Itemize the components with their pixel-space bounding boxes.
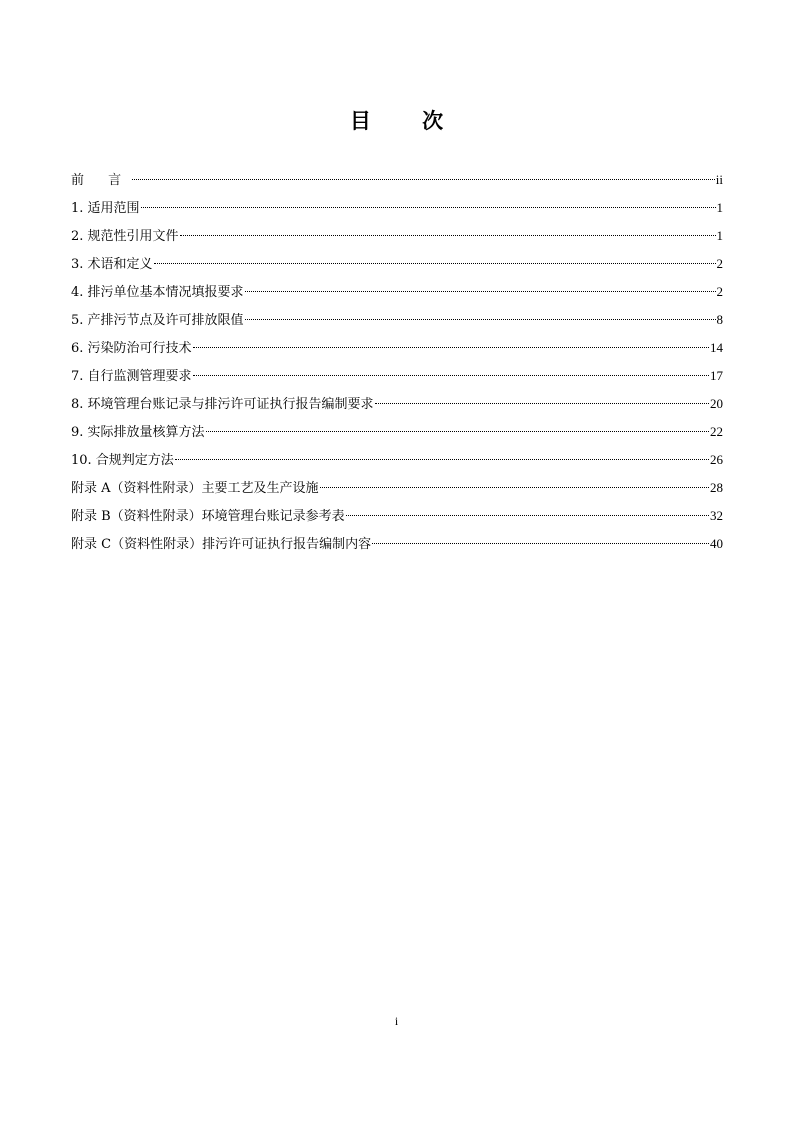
toc-entry-page: 8 <box>716 312 723 327</box>
toc-entry-label: 附录 C（资料性附录）排污许可证执行报告编制内容 <box>71 537 372 552</box>
toc-dot-leader <box>346 515 709 516</box>
toc-entry-appendix-a[interactable] <box>71 474 723 502</box>
toc-dot-leader <box>141 207 716 208</box>
toc-dot-leader <box>193 375 709 376</box>
toc-entry-terms-definitions[interactable] <box>71 250 723 278</box>
toc-entry-page: 26 <box>710 452 723 467</box>
toc-dot-leader <box>245 291 716 292</box>
toc-dot-leader <box>320 487 709 488</box>
toc-entry-self-monitoring[interactable] <box>71 362 723 390</box>
page-title: 目 次 <box>349 109 466 134</box>
toc-entry-label: 7. 自行监测管理要求 <box>71 369 192 384</box>
toc-entry-label: 6. 污染防治可行技术 <box>71 341 192 356</box>
toc-entry-label: 9. 实际排放量核算方法 <box>71 425 205 440</box>
toc-entry-normative-references[interactable] <box>71 222 723 250</box>
toc-dot-leader <box>180 235 716 236</box>
toc-entry-label: 2. 规范性引用文件 <box>71 229 179 244</box>
toc-entry-compliance[interactable] <box>71 446 723 474</box>
toc-dot-leader <box>175 459 709 460</box>
toc-entry-page: ii <box>715 172 723 187</box>
toc-entry-appendix-c[interactable] <box>71 530 723 558</box>
toc-entry-label: 3. 术语和定义 <box>71 257 153 272</box>
toc-entry-ledger-report[interactable] <box>71 390 723 418</box>
toc-dot-leader <box>372 543 709 544</box>
toc-entry-label: 5. 产排污节点及许可排放限值 <box>71 313 244 328</box>
toc-dot-leader <box>245 319 716 320</box>
toc-entry-page: 14 <box>710 340 723 355</box>
toc-dot-leader <box>193 347 709 348</box>
toc-entry-scope[interactable] <box>71 194 723 222</box>
toc-dot-leader <box>154 263 716 264</box>
toc-entry-page: 32 <box>710 508 723 523</box>
toc-entry-page: 22 <box>710 424 723 439</box>
toc-entry-page: 20 <box>710 396 723 411</box>
toc-entry-label: 8. 环境管理台账记录与排污许可证执行报告编制要求 <box>71 397 374 412</box>
toc-entry-discharge-nodes[interactable] <box>71 306 723 334</box>
page-number: i <box>394 1014 399 1028</box>
toc-entry-label: 1. 适用范围 <box>71 201 140 216</box>
toc-entry-page: 1 <box>716 200 723 215</box>
toc-entry-label: 附录 B（资料性附录）环境管理台账记录参考表 <box>71 509 345 524</box>
toc-entry-label: 附录 A（资料性附录）主要工艺及生产设施 <box>71 481 319 496</box>
toc-entry-preface[interactable] <box>71 166 723 194</box>
toc-entry-page: 17 <box>710 368 723 383</box>
toc-entry-label: 前 言 <box>71 173 132 188</box>
toc-dot-leader <box>206 431 709 432</box>
toc-entry-basic-info[interactable] <box>71 278 723 306</box>
table-of-contents <box>71 166 723 558</box>
toc-entry-page: 2 <box>716 256 723 271</box>
toc-entry-page: 40 <box>710 536 723 551</box>
toc-dot-leader <box>132 179 715 180</box>
toc-dot-leader <box>375 403 709 404</box>
toc-entry-appendix-b[interactable] <box>71 502 723 530</box>
toc-entry-label: 10. 合规判定方法 <box>71 453 174 468</box>
toc-entry-page: 28 <box>710 480 723 495</box>
toc-entry-label: 4. 排污单位基本情况填报要求 <box>71 285 244 300</box>
toc-entry-page: 2 <box>716 284 723 299</box>
toc-entry-emission-accounting[interactable] <box>71 418 723 446</box>
toc-entry-page: 1 <box>716 228 723 243</box>
toc-entry-feasible-technology[interactable] <box>71 334 723 362</box>
